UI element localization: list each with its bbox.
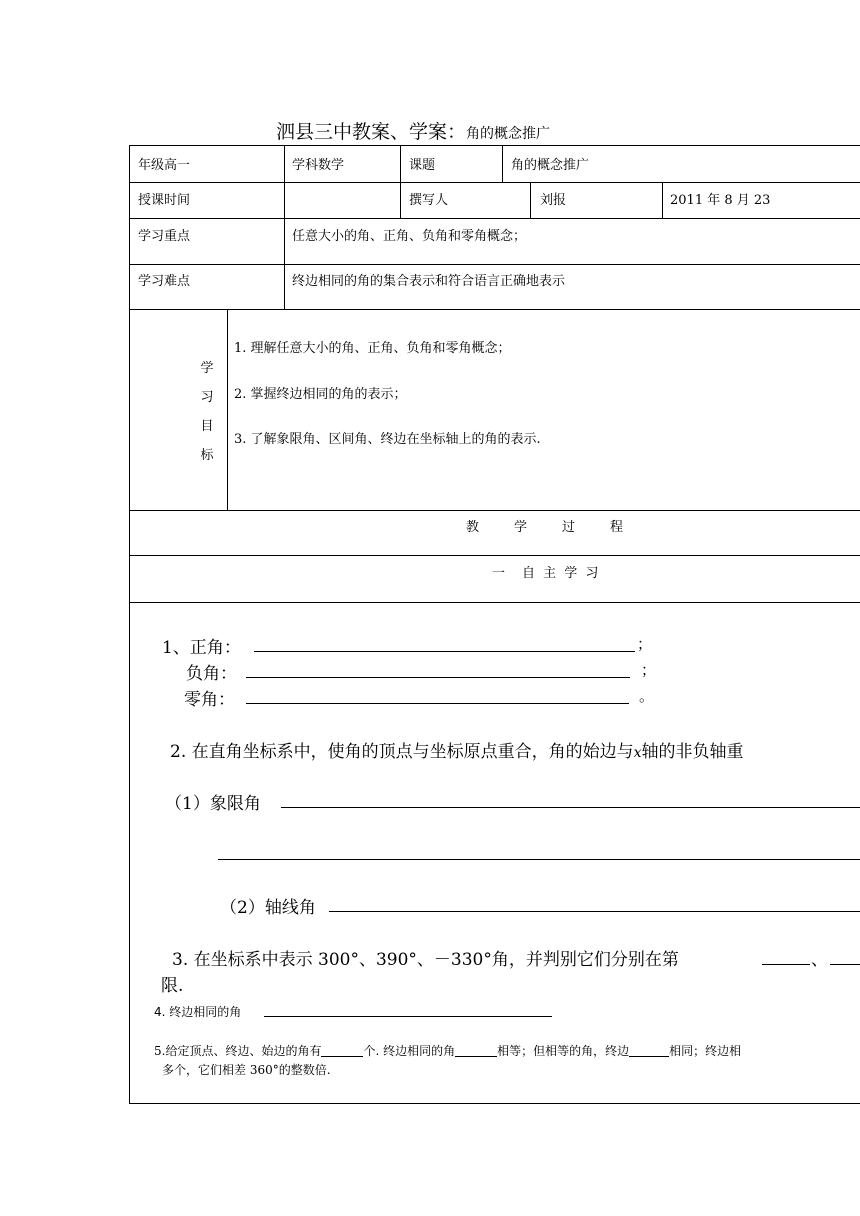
q3-blank-1[interactable]: [762, 964, 810, 965]
goal-item: 3. 了解象限角、区间角、终边在坐标轴上的角的表示.: [234, 432, 541, 447]
goals-label-char: 学: [200, 361, 214, 376]
q1-negative-end: ；: [641, 661, 657, 679]
focus-value: 任意大小的角、正角、负角和零角概念；: [292, 229, 527, 244]
q5-blank-2[interactable]: [455, 1056, 497, 1057]
time-label: 授课时间: [138, 193, 191, 208]
q1-positive-blank[interactable]: [254, 651, 635, 652]
goals-label-char: 习: [200, 390, 214, 405]
q1-negative-blank[interactable]: [246, 677, 630, 678]
q2-1-blank[interactable]: [281, 807, 860, 808]
date-cell: 2011 年 8 月 23: [670, 193, 771, 208]
goal-item: 2. 掌握终边相同的角的表示；: [234, 387, 407, 402]
q3-blank-2[interactable]: [830, 964, 860, 965]
q5-line-2: 多个，它们相差 360°的整数倍.: [162, 1063, 331, 1077]
q1-zero-blank[interactable]: [246, 703, 629, 704]
q5-c: 相等；但相等的角，终边: [497, 1044, 630, 1058]
author-value: 刘报: [540, 193, 567, 208]
q5-d: 相同；终边相: [669, 1044, 742, 1058]
q2-1-blank-2[interactable]: [218, 859, 860, 860]
self-study-heading: 一 自 主 学 习: [492, 566, 601, 581]
subject-cell: 学科数学: [292, 158, 345, 173]
q3-sep: 、: [811, 950, 828, 970]
focus-label: 学习重点: [138, 229, 191, 244]
q1-positive-end: ；: [637, 635, 653, 653]
goals-label-char: 标: [200, 448, 214, 463]
goals-label: [199, 354, 215, 470]
q5-b: 个. 终边相同的角: [363, 1044, 456, 1058]
q2-x: x: [633, 745, 642, 761]
difficulty-value: 终边相同的角的集合表示和符合语言正确地表示: [292, 274, 566, 289]
difficulty-label: 学习难点: [138, 274, 191, 289]
lesson-value: 角的概念推广: [511, 158, 590, 173]
q2-main: 2. 在直角坐标系中，使角的顶点与坐标原点重合，角的始边与: [170, 742, 634, 762]
q2-2-blank[interactable]: [329, 911, 860, 912]
q4-label: 4. 终边相同的角: [154, 1005, 242, 1019]
title-main: 泗县三中教案、学案：: [276, 121, 467, 143]
goals-label-char: 目: [200, 419, 214, 434]
goal-item: 1. 理解任意大小的角、正角、负角和零角概念；: [234, 341, 511, 356]
q5-a: 5.给定顶点、终边、始边的角有: [154, 1044, 322, 1058]
q3-end: 限.: [161, 976, 184, 996]
q1-positive-label: 1、正角：: [162, 638, 241, 658]
q5-line-1: [154, 1042, 741, 1059]
q2-tail: 轴的非负轴重: [641, 742, 744, 762]
q5-blank-3[interactable]: [629, 1056, 669, 1057]
q1-zero-end: 。: [639, 687, 655, 705]
grade-cell: 年级高一: [138, 158, 191, 173]
q3-text: 3. 在坐标系中表示 300°、390°、－330°角，并判别它们分别在第: [172, 950, 679, 970]
lesson-label: 课题: [409, 158, 436, 173]
q1-negative-label: 负角：: [186, 664, 237, 684]
q2-1-label: （1）象限角: [165, 794, 261, 814]
process-heading: 教 学 过 程: [466, 520, 627, 535]
q1-zero-label: 零角：: [184, 690, 235, 710]
q4-blank[interactable]: [264, 1016, 552, 1017]
q5-blank-1[interactable]: [321, 1056, 363, 1057]
q2-2-label: （2）轴线角: [220, 898, 316, 918]
page-title: [276, 117, 550, 144]
q2-text: [170, 737, 744, 762]
author-label: 撰写人: [409, 193, 449, 208]
title-topic: 角的概念推广: [466, 126, 551, 142]
